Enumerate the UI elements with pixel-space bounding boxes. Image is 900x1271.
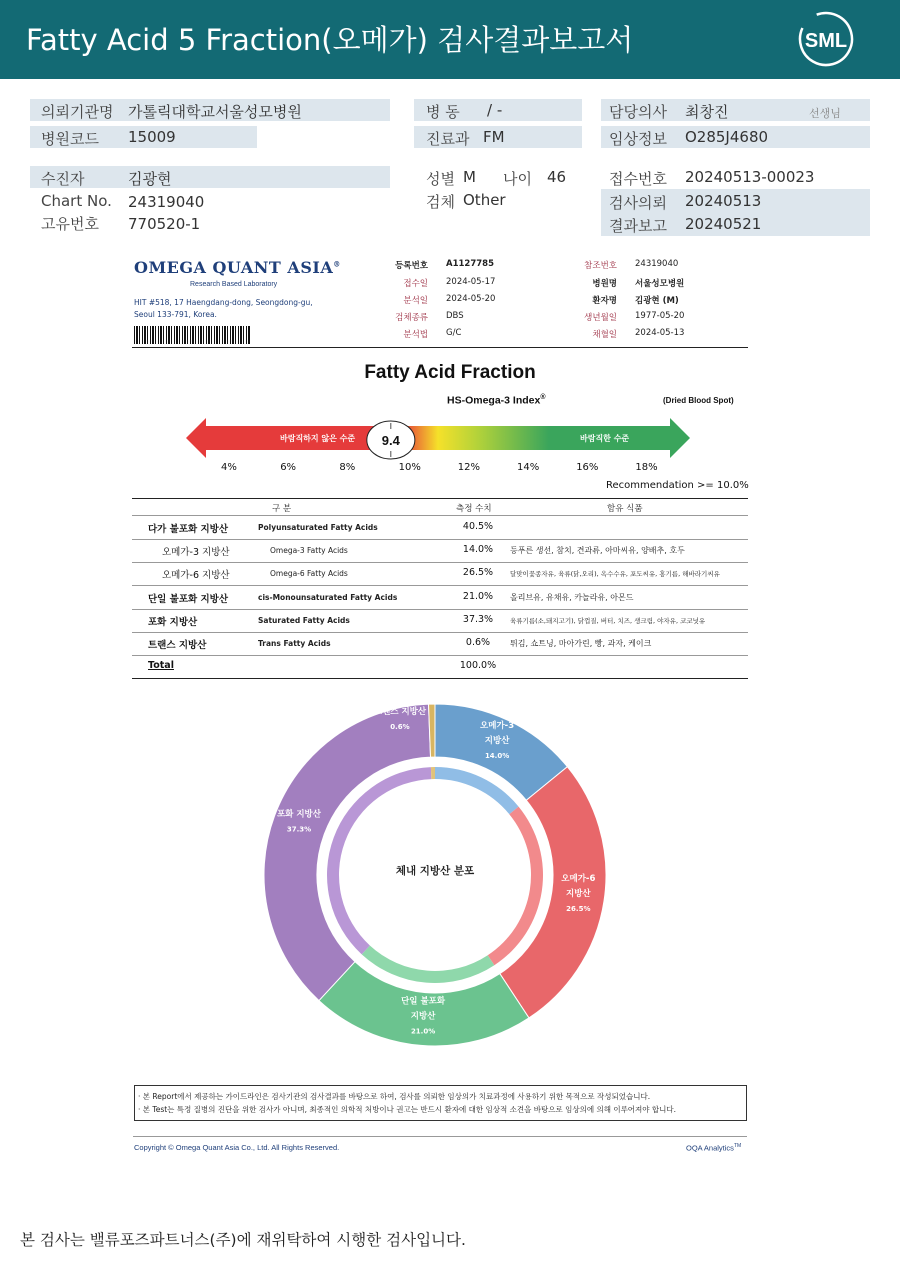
row-foods: 등푸른 생선, 참치, 견과류, 아마씨유, 양배추, 호두 xyxy=(510,546,685,555)
donut-slice-label-line: 트랜스 지방산 xyxy=(373,707,427,717)
sml-logo-icon xyxy=(796,10,856,68)
clinical-value: O285J4680 xyxy=(685,128,769,146)
index-tick: 16% xyxy=(576,462,599,473)
hs-omega-title xyxy=(447,394,546,407)
donut-slice-inner xyxy=(362,946,495,983)
result-value: 20240521 xyxy=(685,215,762,233)
donut-slice-label xyxy=(479,720,514,760)
index-value: 9.4 xyxy=(381,433,400,448)
hospital-code-label: 병원코드 xyxy=(41,130,99,148)
donut-slice-label-line: 지방산 xyxy=(566,888,591,899)
table-row xyxy=(132,586,748,609)
donut-slice-label-line: 오메가-3 xyxy=(480,720,515,731)
row-category-ko: Total xyxy=(148,660,174,671)
institution-label: 의뢰기관명 xyxy=(41,103,114,121)
receipt-value: 20240513-00023 xyxy=(685,168,815,186)
oqa-analytics-tm: TM xyxy=(733,1143,742,1149)
row-foods: 육류기름(소,돼지고기), 닭껍질, 버터, 치즈, 생크림, 야자유, 코코넛유 xyxy=(510,617,706,625)
age-label: 나이 xyxy=(503,170,532,188)
oqa-analytics-text: OQA Analytics xyxy=(686,1143,734,1153)
dried-blood-spot-label: (Dried Blood Spot) xyxy=(663,396,734,405)
disclaimer-box xyxy=(134,1085,747,1121)
uid-value: 770520-1 xyxy=(128,215,201,233)
row-category-ko: 포화 지방산 xyxy=(148,617,198,628)
disclaimer-line-1: · 본 Report에서 제공하는 가이드라인은 검사기관의 검사결과를 바탕으로 하여, 검사를 의뢰한 임상의가 치료과정에 사용하기 위한 목적으로 작성되었습니다. xyxy=(138,1092,651,1101)
recommendation: Recommendation >= 10.0% xyxy=(606,480,749,491)
oqa-logo-text: OMEGA QUANT ASIA xyxy=(134,258,334,277)
header-measured: 측정 수치 xyxy=(456,504,492,514)
row-category-en: Omega-6 Fatty Acids xyxy=(270,569,348,578)
name-label: 수진자 xyxy=(41,170,85,188)
meta-right-key: 병원명 xyxy=(592,279,617,289)
specimen-label: 검체 xyxy=(426,193,455,211)
donut-slice-inner xyxy=(431,767,435,779)
meta-right-key: 생년월일 xyxy=(584,313,617,323)
meta-left-key: 등록번호 xyxy=(395,261,428,271)
meta-right-value: 24319040 xyxy=(635,259,679,269)
donut-slice-label-line: 지방산 xyxy=(410,1011,436,1022)
meta-right-key: 참조번호 xyxy=(584,261,617,271)
ward-value: / - xyxy=(487,101,503,119)
row-divider xyxy=(132,678,748,679)
index-tick: 14% xyxy=(517,462,540,473)
hs-omega-title-text: HS-Omega-3 Index xyxy=(447,394,541,407)
index-tick: 4% xyxy=(221,462,237,473)
report-header xyxy=(0,0,900,79)
row-category-en: Polyunsaturated Fatty Acids xyxy=(258,523,378,532)
bad-level-label: 바람직하지 않은 수준 xyxy=(280,434,356,443)
header-category: 구 분 xyxy=(272,504,292,514)
row-category-en: Omega-3 Fatty Acids xyxy=(270,546,348,555)
meta-right-key: 환자명 xyxy=(592,296,617,306)
donut-slice-label-line: 오메가-6 xyxy=(561,873,596,884)
good-level-label: 바람직한 수준 xyxy=(580,434,630,443)
oqa-subtitle: Research Based Laboratory xyxy=(190,281,278,288)
row-foods: 올리브유, 유채유, 카놀라유, 아몬드 xyxy=(510,593,634,602)
meta-left-key: 분석법 xyxy=(403,330,428,340)
chart-label: Chart No. xyxy=(41,192,112,210)
meta-right-value: 서울성모병원 xyxy=(635,279,685,289)
meta-left-value: 2024-05-17 xyxy=(446,277,496,287)
footer-note: 본 검사는 밸류포즈파트너스(주)에 재위탁하여 시행한 검사입니다. xyxy=(20,1231,466,1249)
row-measured-value: 40.5% xyxy=(462,521,494,532)
copyright-divider xyxy=(133,1136,747,1137)
meta-left-value: A1127785 xyxy=(446,259,494,269)
omega-index-scale xyxy=(180,414,695,462)
doctor-suffix: 선생님 xyxy=(809,107,841,120)
uid-label: 고유번호 xyxy=(41,215,99,233)
row-category-ko: 트랜스 지방산 xyxy=(148,640,207,651)
meta-right-key: 채혈일 xyxy=(592,330,617,340)
age-value: 46 xyxy=(547,168,567,186)
name-value: 김광현 xyxy=(128,170,172,188)
ward-label: 병 동 xyxy=(426,103,460,121)
dept-label: 진료과 xyxy=(426,130,470,148)
meta-left-key: 분석일 xyxy=(403,296,428,306)
donut-slice-label-line: 0.6% xyxy=(390,723,410,731)
barcode xyxy=(134,326,250,344)
table-row xyxy=(132,516,748,539)
index-tick: 18% xyxy=(635,462,658,473)
table-row xyxy=(132,655,748,678)
row-category-ko: 단일 불포화 지방산 xyxy=(148,594,229,605)
row-foods: 달맞이꽃종자유, 육류(닭,오리), 옥수수유, 포도씨유, 홍기름, 해바라기씨유 xyxy=(510,570,720,578)
header-foods: 함유 식품 xyxy=(607,504,643,514)
copyright: Copyright © Omega Quant Asia Co., Ltd. All Rights Reserved. xyxy=(134,1143,340,1152)
row-measured-value: 26.5% xyxy=(462,567,494,578)
meta-left-key: 검체종류 xyxy=(395,313,428,323)
oqa-logo-reg: ® xyxy=(333,259,341,269)
row-category-en: Trans Fatty Acids xyxy=(258,639,331,648)
row-measured-value: 100.0% xyxy=(459,660,497,671)
donut-slice-label-line: 포화 지방산 xyxy=(276,809,321,820)
row-measured-value: 21.0% xyxy=(462,591,494,602)
row-category-ko: 다가 불포화 지방산 xyxy=(148,524,229,535)
row-category-ko: 오메가-6 지방산 xyxy=(162,570,230,581)
lab-address-2: Seoul 133-791, Korea. xyxy=(134,310,217,319)
clinical-label: 임상정보 xyxy=(609,130,667,148)
lab-address-1: HIT #518, 17 Haengdang-dong, Seongdong-gu, xyxy=(134,298,313,307)
table-top-line xyxy=(132,498,748,499)
result-label: 결과보고 xyxy=(609,217,667,235)
row-category-en: Saturated Fatty Acids xyxy=(258,616,350,625)
oqa-analytics xyxy=(686,1143,741,1153)
oqa-logo xyxy=(134,258,341,277)
table-row xyxy=(132,539,748,562)
meta-right-value: 2024-05-13 xyxy=(635,328,685,338)
doctor-value: 최창진 xyxy=(685,103,729,121)
donut-slice-label xyxy=(560,873,595,913)
meta-left-value: 2024-05-20 xyxy=(446,294,496,304)
sex-value: M xyxy=(463,168,476,186)
page-title: Fatty Acid 5 Fraction(오메가) 검사결과보고서 xyxy=(26,23,634,57)
disclaimer-line-2: · 본 Test는 특정 질병의 진단을 위한 검사가 아니며, 최종적인 의학적 처방이나 권고는 반드시 환자에 대한 임상적 소견을 바탕으로 임상의에 의해 이루어져야 합니다. xyxy=(138,1105,677,1114)
index-marker xyxy=(367,421,415,459)
meta-left-key: 접수일 xyxy=(403,279,428,289)
donut-slice-label-line: 26.5% xyxy=(566,904,591,913)
row-category-ko: 오메가-3 지방산 xyxy=(162,547,230,558)
row-category-en: cis-Monounsaturated Fatty Acids xyxy=(258,593,398,602)
index-tick: 8% xyxy=(339,462,356,473)
donut-slice-label-line: 21.0% xyxy=(410,1027,436,1036)
donut-slice-label-line: 단일 불포화 xyxy=(401,996,446,1007)
index-tick: 6% xyxy=(280,462,297,473)
hs-omega-reg: ® xyxy=(540,394,546,401)
row-measured-value: 14.0% xyxy=(462,544,494,555)
table-row xyxy=(132,609,748,632)
meta-left-value: DBS xyxy=(446,311,464,321)
donut-slice-label-line: 14.0% xyxy=(484,751,510,760)
sml-logo-text: SML xyxy=(804,30,848,52)
chart-value: 24319040 xyxy=(128,193,205,211)
institution-value: 가톨릭대학교서울성모병원 xyxy=(128,103,302,121)
row-measured-value: 0.6% xyxy=(465,637,491,648)
donut-slice-label-line: 지방산 xyxy=(484,735,510,746)
index-tick: 12% xyxy=(457,462,481,473)
dept-value: FM xyxy=(483,128,505,146)
request-value: 20240513 xyxy=(685,192,762,210)
index-tick: 10% xyxy=(398,462,421,473)
meta-right-value: 김광현 (M) xyxy=(635,296,679,306)
meta-right-value: 1977-05-20 xyxy=(635,311,685,321)
donut-slice-outer xyxy=(264,704,431,1000)
fatty-acid-title: Fatty Acid Fraction xyxy=(364,362,536,383)
table-row xyxy=(132,562,748,585)
table-row xyxy=(132,632,748,655)
receipt-label: 접수번호 xyxy=(609,170,667,188)
meta-left-value: G/C xyxy=(446,328,462,338)
donut-slice-label-line: 37.3% xyxy=(286,825,312,834)
hospital-code-value: 15009 xyxy=(128,128,176,146)
donut-center-title: 체내 지방산 분포 xyxy=(395,865,475,877)
row-measured-value: 37.3% xyxy=(462,614,494,625)
row-foods: 튀김, 쇼트닝, 마아가린, 빵, 과자, 케이크 xyxy=(510,639,652,648)
meta-divider xyxy=(132,347,748,348)
doctor-label: 담당의사 xyxy=(609,103,667,121)
sex-label: 성별 xyxy=(426,170,455,188)
specimen-value: Other xyxy=(463,191,506,209)
request-label: 검사의뢰 xyxy=(609,194,667,212)
fatty-acid-donut-chart xyxy=(260,700,610,1050)
